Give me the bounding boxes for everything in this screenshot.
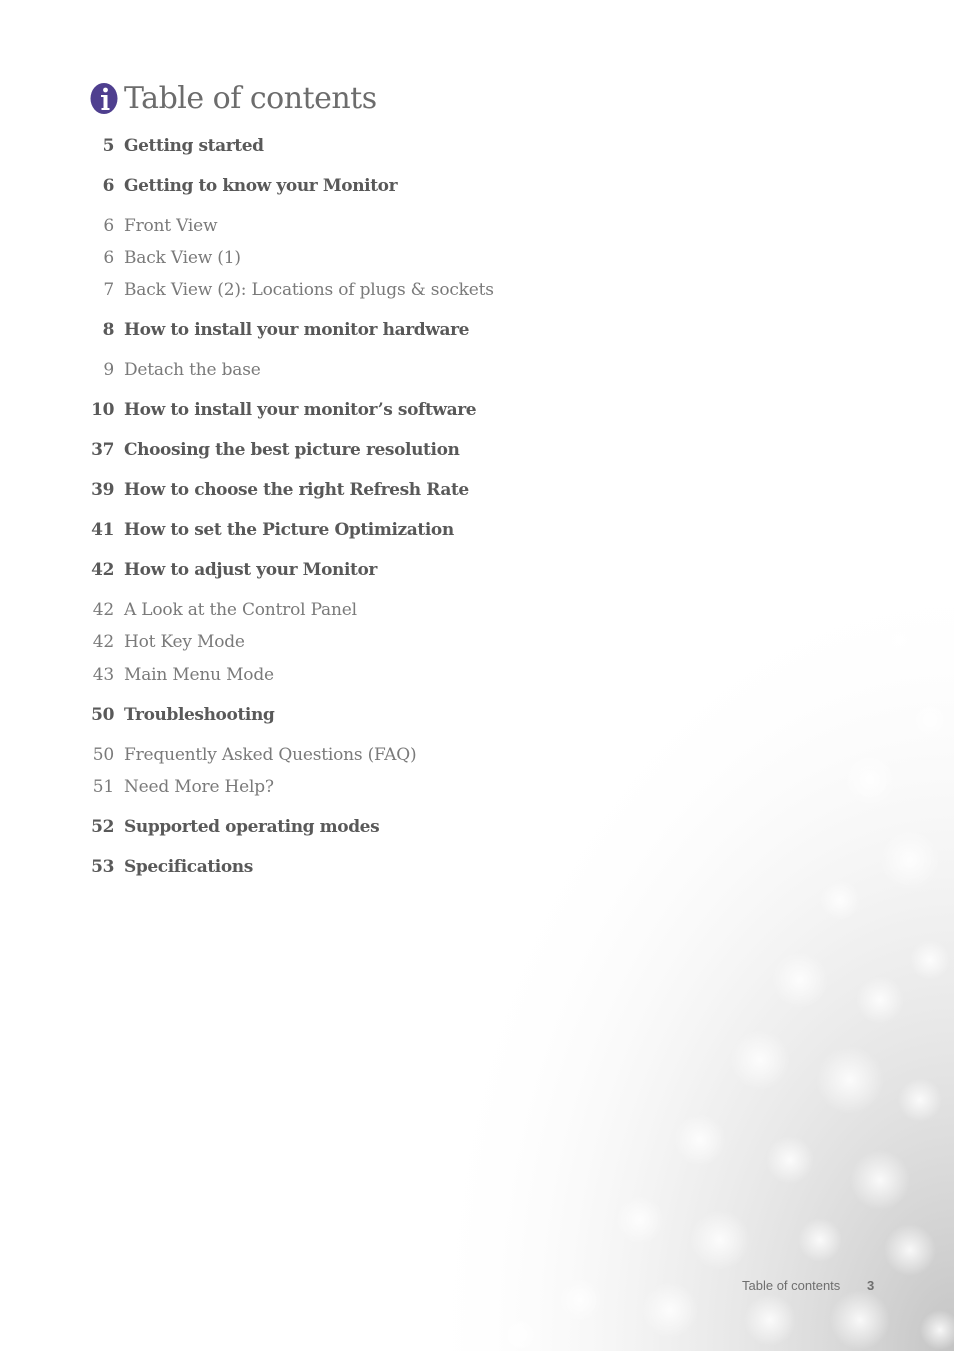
toc-entry-label: How to choose the right Refresh Rate [124, 480, 469, 500]
toc-entry-label: Front View [124, 216, 218, 236]
footer-section-title: Table of contents [742, 1278, 841, 1293]
page-footer [742, 1278, 875, 1293]
toc-entry-label: How to install your monitor hardware [124, 320, 470, 340]
toc-entry-label: Hot Key Mode [124, 632, 245, 652]
page-title: Table of contents [124, 80, 377, 116]
toc-page-number: 6 [102, 176, 114, 196]
toc-entry-label: Specifications [124, 857, 253, 877]
toc-entry-label: Main Menu Mode [124, 665, 274, 685]
toc-page-number: 51 [92, 777, 114, 797]
toc-entry-label: How to adjust your Monitor [124, 560, 377, 580]
toc-page-number: 9 [103, 360, 114, 380]
toc-entry-label: Getting to know your Monitor [124, 176, 398, 196]
toc-page-number: 6 [103, 216, 114, 236]
info-icon [90, 82, 118, 115]
toc-page-number: 8 [102, 320, 114, 340]
toc-entry-label: Back View (1) [124, 248, 241, 268]
toc-entry-label: Getting started [124, 136, 264, 156]
toc-page-number: 42 [92, 600, 114, 620]
toc-page-number: 50 [91, 705, 114, 725]
toc-entry-label: How to install your monitor’s software [124, 400, 477, 420]
toc-page-number: 39 [91, 480, 114, 500]
page-header [90, 82, 377, 115]
toc-entry-label: A Look at the Control Panel [124, 600, 357, 620]
toc-page-number: 52 [91, 817, 114, 837]
toc-entry-label: Supported operating modes [124, 817, 380, 837]
footer-page-number: 3 [867, 1278, 875, 1293]
toc-page-number: 5 [102, 136, 114, 156]
toc-page-number: 42 [92, 632, 114, 652]
toc-page-number: 53 [91, 857, 114, 877]
toc-page-number: 37 [91, 440, 114, 460]
toc-entry-label: Need More Help? [124, 777, 274, 797]
toc-entry-label: Back View (2): Locations of plugs & sockets [124, 280, 494, 300]
toc-entry-label: Choosing the best picture resolution [124, 440, 460, 460]
toc-entry-label: Troubleshooting [124, 705, 275, 725]
toc-entry-label: How to set the Picture Optimization [124, 520, 454, 540]
toc-entry-label: Frequently Asked Questions (FAQ) [124, 745, 417, 765]
toc-page-number: 6 [103, 248, 114, 268]
toc-page-number: 10 [91, 400, 114, 420]
toc-page-number: 42 [91, 560, 114, 580]
toc-page-number: 7 [103, 280, 114, 300]
toc-entry-label: Detach the base [124, 360, 261, 380]
toc-page-number: 50 [92, 745, 114, 765]
toc-page-number: 43 [92, 665, 114, 685]
toc-page-number: 41 [91, 520, 114, 540]
